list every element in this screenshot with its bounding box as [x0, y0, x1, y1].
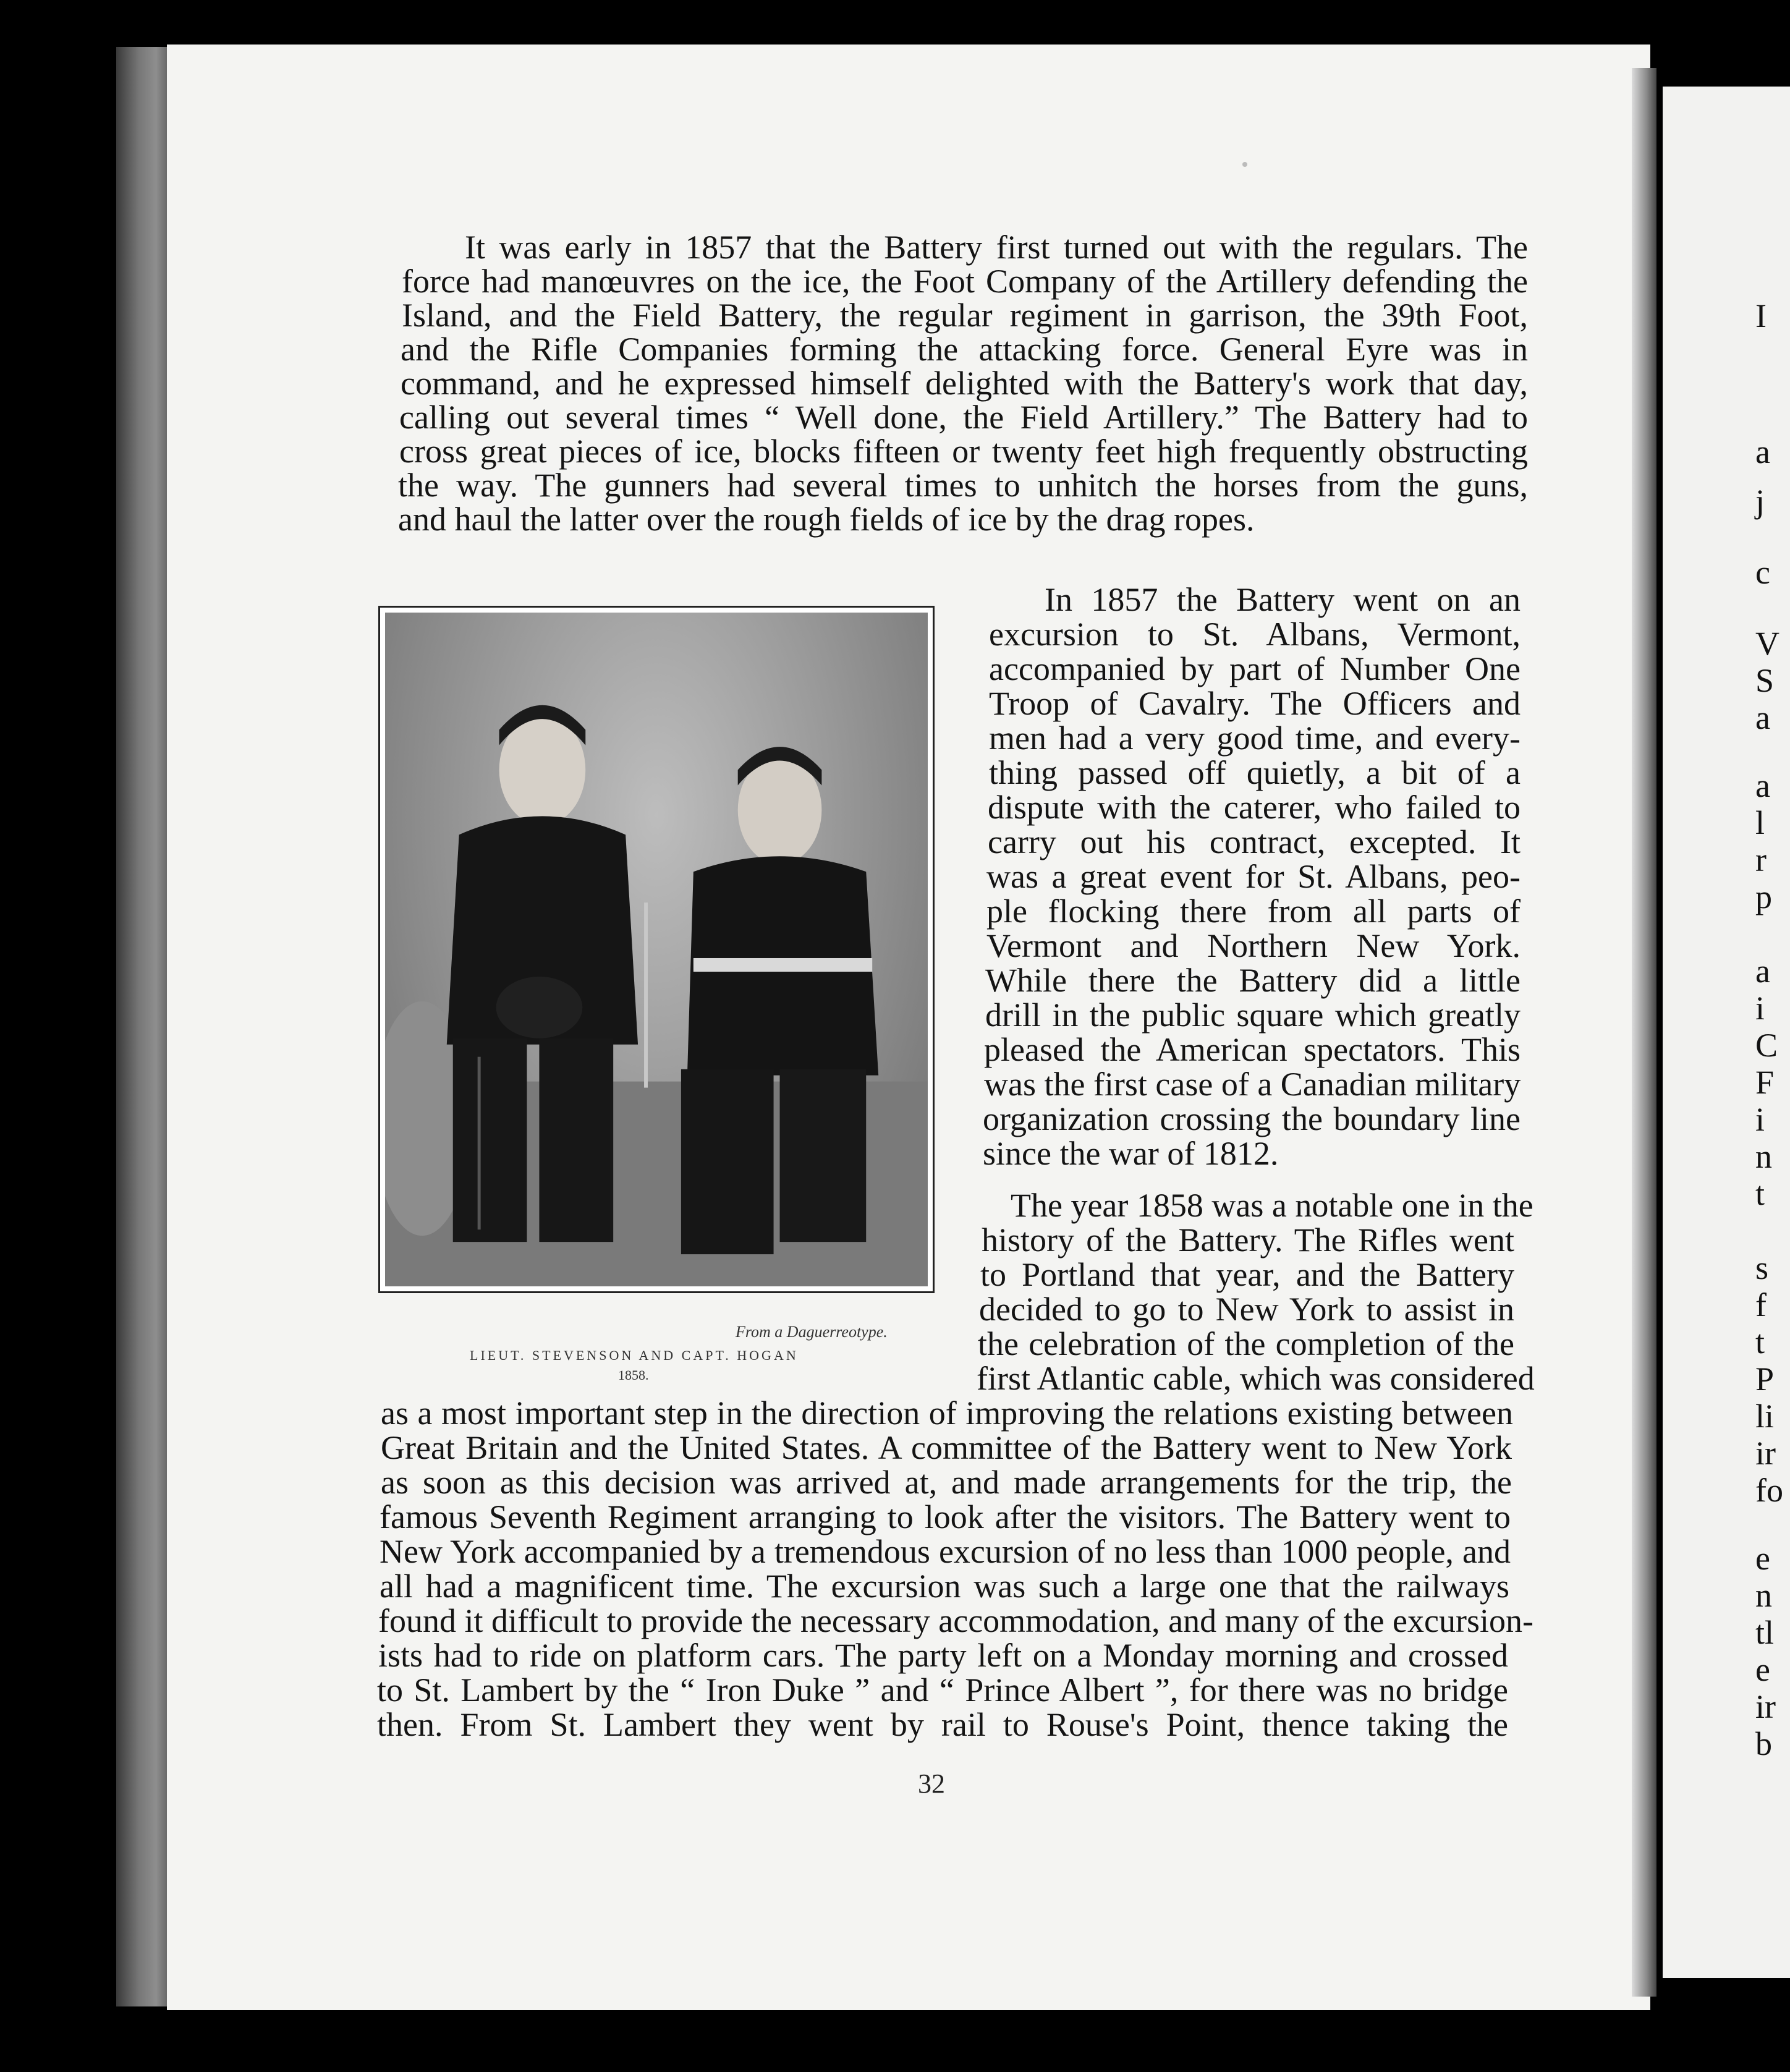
next-page-fragment: C [1755, 1027, 1778, 1064]
body-line: In 1857 the Battery went on an [1045, 581, 1521, 618]
body-line: found it difficult to provide the necessary accommodation, and many of the excursion- [378, 1602, 1533, 1639]
next-page-fragment: S [1755, 662, 1775, 699]
body-line: New York accompanied by a tremendous excursion of no less than 1000 people, and [380, 1533, 1511, 1570]
next-page-fragment: a [1755, 699, 1770, 736]
next-page-fragment: p [1755, 878, 1772, 915]
body-line: as soon as this decision was arrived at, and made arrangements for the trip, the [381, 1464, 1512, 1501]
next-page-fragment: f [1755, 1286, 1767, 1323]
next-page-fragment: tl [1755, 1614, 1775, 1651]
page-gutter [1632, 68, 1656, 1997]
photo-credit: From a Daguerreotype. [736, 1323, 888, 1341]
body-line: pleased the American spectators. This [984, 1031, 1521, 1068]
body-line: Troop of Cavalry. The Officers and [989, 685, 1521, 722]
body-line: carry out his contract, excepted. It [988, 823, 1521, 860]
photo-caption: LIEUT. STEVENSON AND CAPT. HOGAN [470, 1348, 799, 1363]
next-page-fragment: n [1755, 1577, 1772, 1614]
body-line: since the war of 1812. [983, 1135, 1279, 1172]
body-line: first Atlantic cable, which was considered [977, 1360, 1535, 1397]
body-line: decided to go to New York to assist in [979, 1291, 1514, 1328]
book-spine [116, 47, 173, 2006]
body-line: cross great pieces of ice, blocks fifteen or twenty feet high frequently obstructing [399, 433, 1528, 470]
daguerreotype-photo [378, 606, 935, 1293]
body-line: famous Seventh Regiment arranging to look after the visitors. The Battery went to [380, 1498, 1511, 1535]
body-line: drill in the public square which greatly [985, 996, 1521, 1034]
next-page-fragment: b [1755, 1725, 1772, 1762]
body-line: excursion to St. Albans, Vermont, [989, 616, 1521, 653]
body-line: It was early in 1857 that the Battery first turned out with the regulars. The [465, 229, 1528, 266]
next-page-fragment: s [1755, 1249, 1769, 1286]
page-number: 32 [918, 1768, 945, 1799]
next-page-fragment: t [1755, 1175, 1765, 1212]
next-page-fragment: l [1755, 804, 1765, 841]
next-page-fragment: t [1755, 1323, 1765, 1361]
body-line: then. From St. Lambert they went by rail to Rouse's Point, thence taking the [377, 1706, 1508, 1743]
body-line: While there the Battery did a little [985, 962, 1521, 999]
next-page-fragment: r [1755, 841, 1767, 878]
next-page-fragment: ir [1755, 1688, 1776, 1725]
body-line: organization crossing the boundary line [983, 1100, 1521, 1137]
body-line: Island, and the Field Battery, the regular regiment in garrison, the 39th Foot, [402, 297, 1528, 334]
body-line: calling out several times “ Well done, the Field Artillery.” The Battery had to [399, 399, 1528, 436]
body-line: The year 1858 was a notable one in the [1011, 1187, 1533, 1224]
body-line: was a great event for St. Albans, peo- [986, 858, 1521, 895]
body-line: to Portland that year, and the Battery [980, 1256, 1514, 1293]
photo-year: 1858. [618, 1367, 649, 1383]
next-page-fragment: ir [1755, 1435, 1776, 1472]
body-line: Vermont and Northern New York. [986, 927, 1521, 964]
next-page-fragment: F [1755, 1064, 1775, 1101]
body-line: command, and he expressed himself delighted with the Battery's work that day, [401, 365, 1528, 402]
next-page-fragment: fo [1755, 1472, 1783, 1509]
body-line: the celebration of the completion of the [978, 1325, 1514, 1362]
next-page-fragment: i [1755, 990, 1765, 1027]
body-line: dispute with the caterer, who failed to [988, 789, 1521, 826]
body-line: history of the Battery. The Rifles went [982, 1221, 1514, 1259]
speck [1242, 162, 1247, 167]
next-page-fragment: e [1755, 1540, 1770, 1577]
body-line: force had manœuvres on the ice, the Foot Company of the Artillery defending the [402, 263, 1528, 300]
body-line: ists had to ride on platform cars. The party left on a Monday morning and crossed [378, 1637, 1508, 1674]
body-line: to St. Lambert by the “ Iron Duke ” and “ Prince Albert ”, for there was no bridge [377, 1671, 1508, 1709]
next-page-fragment: c [1755, 554, 1770, 591]
body-line: and haul the latter over the rough fields of ice by the drag ropes. [398, 501, 1255, 538]
next-page-fragment: j [1755, 483, 1765, 520]
body-line: men had a very good time, and every- [989, 720, 1521, 757]
body-line: as a most important step in the direction of improving the relations existing between [381, 1395, 1513, 1432]
next-page-fragment: i [1755, 1101, 1765, 1138]
next-page-fragment: a [1755, 767, 1770, 804]
body-line: Great Britain and the United States. A committee of the Battery went to New York [381, 1429, 1512, 1466]
body-line: and the Rifle Companies forming the attacking force. General Eyre was in [401, 331, 1528, 368]
next-page-fragment: P [1755, 1361, 1775, 1398]
next-page-fragment: li [1755, 1398, 1775, 1435]
next-page-fragment: I [1755, 297, 1767, 334]
next-page-fragment: a [1755, 953, 1770, 990]
next-page-fragment: a [1755, 433, 1770, 470]
next-page-fragment: V [1755, 625, 1779, 662]
photo-image [385, 613, 928, 1286]
body-line: the way. The gunners had several times to unhitch the horses from the guns, [398, 467, 1528, 504]
next-page-fragment: n [1755, 1138, 1772, 1175]
body-line: accompanied by part of Number One [989, 650, 1521, 687]
body-line: all had a magnificent time. The excursion was such a large one that the railways [380, 1568, 1509, 1605]
next-page-fragment: e [1755, 1651, 1770, 1688]
body-line: ple flocking there from all parts of [986, 893, 1521, 930]
body-line: was the first case of a Canadian military [984, 1066, 1521, 1103]
body-line: thing passed off quietly, a bit of a [989, 754, 1521, 791]
